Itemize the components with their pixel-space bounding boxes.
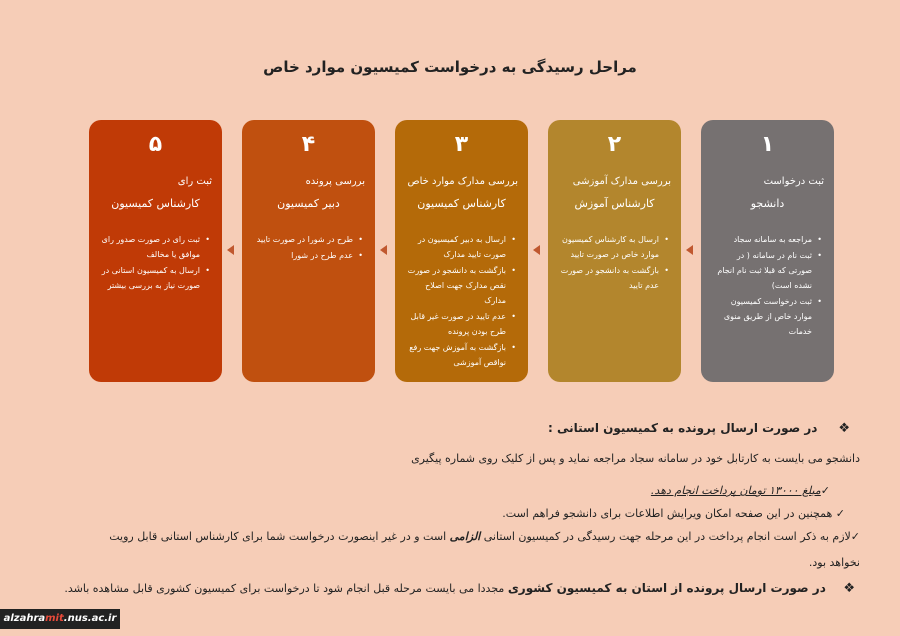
step-items [99,232,212,293]
list-item: • ارسال به کارشناس کمیسیون موارد خاص در صورت تایید [558,232,659,262]
url-part-b: mit [45,613,64,624]
list-item: • ثبت نام در سامانه ( در صورتی که قبلا ثبت نام انجام نشده است) [711,248,812,293]
payment-text: مبلغ ۱۳۰۰۰ تومان پرداخت انجام دهد. [650,484,821,497]
mandatory-text-a: لازم به ذکر است انجام پرداخت در این مرحله جهت رسیدگی در کمیسیون استانی [480,530,851,543]
list-item: • عدم تایید در صورت غیر قابل طرح بودن پرونده [405,309,506,339]
list-item: • بازگشت به دانشجو در صورت عدم تایید [558,263,659,293]
national-text: مجددا می بایست مرحله قبل انجام شود تا درخواست برای کمیسیون کشوری قابل مشاهده باشد. [64,582,508,595]
list-item: • مراجعه به سامانه سجاد [711,232,812,247]
step-role: کارشناس کمیسیون [111,197,200,210]
diamond-bullet-icon: ❖ [843,581,855,596]
step-card-3 [395,120,528,382]
step-role: دانشجو [750,197,785,210]
step-items [711,232,824,339]
arrow-left-icon [533,245,540,255]
step-role: دبیر کمیسیون [277,197,340,210]
section-heading-text: در صورت ارسال پرونده به کمیسیون استانی : [548,421,818,435]
step-number: ۲ [607,132,622,157]
step-card-5 [89,120,222,382]
step-number: ۳ [454,132,469,157]
list-item: • ارسال به کمیسیون استانی در صورت نیاز به بررسی بیشتر [99,263,200,293]
list-item: • ثبت رای در صورت صدور رای موافق یا مخالف [99,232,200,262]
list-item: • عدم طرح در شورا [252,248,353,263]
list-item: • طرح در شورا در صورت تایید [252,232,353,247]
step-title: بررسی مدارک موارد خاص [407,176,518,187]
arrow-left-icon [380,245,387,255]
step-number: ۵ [148,132,163,157]
section-heading-provincial [548,421,850,436]
step-card-2 [548,120,681,382]
check-item-mandatory [109,530,860,543]
mandatory-text-b: است و در غیر اینصورت درخواست شما برای کارشناس استانی قابل رویت [109,530,450,543]
check-icon: ✓ [820,484,830,497]
step-title: بررسی پرونده [305,176,365,187]
step-title: ثبت رای [177,176,212,187]
step-card-1 [701,120,834,382]
list-item: • بازگشت به آموزش جهت رفع نواقص آموزشی [405,340,506,370]
arrow-left-icon [686,245,693,255]
edit-text: همچنین در این صفحه امکان ویرایش اطلاعات برای دانشجو فراهم است. [502,507,833,520]
instruction-paragraph: دانشجو می بایست به کارتابل خود در سامانه سجاد مراجعه نماید و پس از کلیک روی شماره پیگیری [411,452,860,465]
check-icon: ✓ [835,507,845,520]
step-card-4 [242,120,375,382]
step-number: ۴ [301,132,316,157]
step-items [405,232,518,370]
list-item: • ثبت درخواست کمیسیون موارد خاص از طریق منوی خدمات [711,294,812,339]
list-item: • بازگشت به دانشجو در صورت نقص مدارک جهت اصلاح مدارک [405,263,506,308]
step-items [558,232,671,293]
url-part-c: .nus.ac.ir [63,613,117,624]
step-items [252,232,365,263]
step-number: ۱ [760,132,775,157]
url-part-a: alzahra [3,613,46,624]
diamond-bullet-icon: ❖ [838,421,850,436]
national-heading: در صورت ارسال پرونده از استان به کمیسیون کشوری [507,581,826,595]
site-url-badge[interactable] [0,609,120,629]
mandatory-continuation: نخواهد بود. [808,556,860,569]
mandatory-emphasis: الزامی [449,530,481,543]
check-item-payment [651,484,830,497]
page-title: مراحل رسیدگی به درخواست کمیسیون موارد خاص [263,58,637,76]
step-title: ثبت درخواست [763,176,824,187]
arrow-left-icon [227,245,234,255]
check-icon: ✓ [850,530,860,543]
step-role: کارشناس کمیسیون [417,197,506,210]
section-heading-national [64,581,855,596]
check-item-edit [502,507,845,520]
step-title: بررسی مدارک آموزشی [572,176,671,187]
list-item: • ارسال به دبیر کمیسیون در صورت تایید مدارک [405,232,506,262]
step-role: کارشناس آموزش [574,197,655,210]
